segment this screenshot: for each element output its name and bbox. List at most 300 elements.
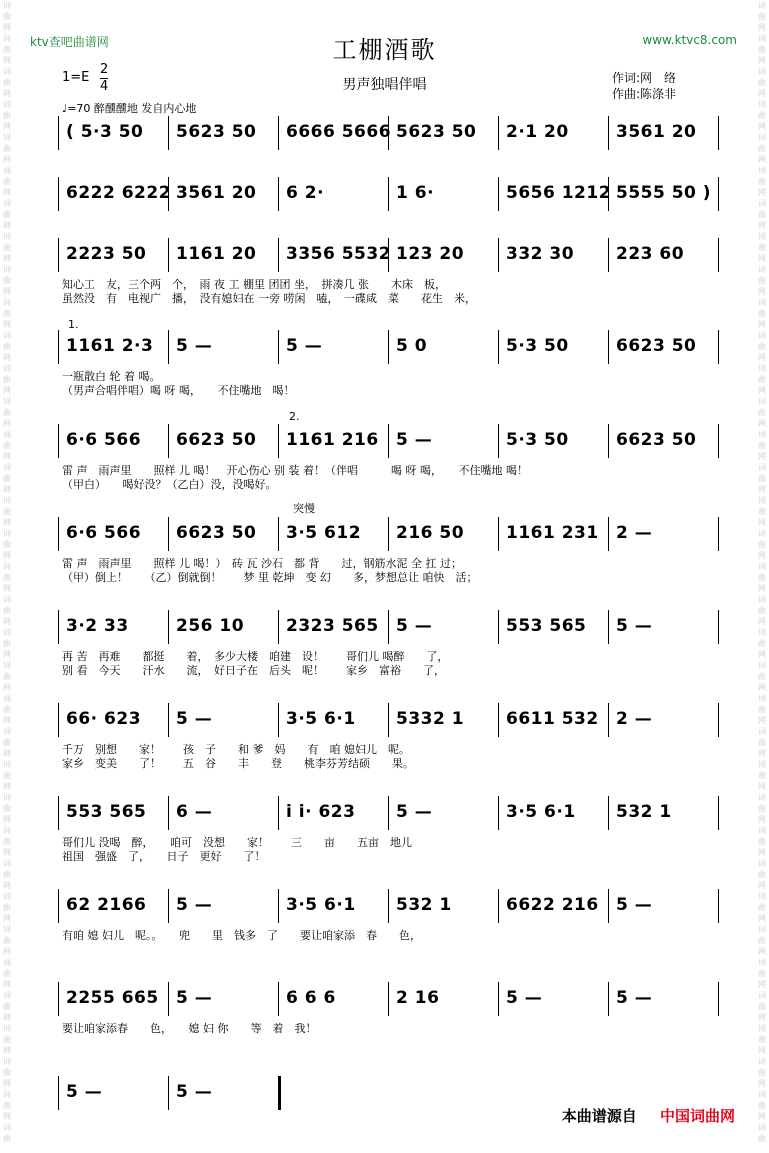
watermark-char: 网 xyxy=(758,320,766,329)
watermark-char: 网 xyxy=(758,1013,766,1022)
watermark-char: 词 xyxy=(3,727,11,736)
watermark-char: 词 xyxy=(758,793,766,802)
measure-notes: 62 2166 xyxy=(66,895,147,915)
watermark-char: 网 xyxy=(758,881,766,890)
watermark-char: 词 xyxy=(758,34,766,43)
barline xyxy=(168,889,169,923)
measure-notes: 5 0 xyxy=(396,336,428,356)
watermark-char: 曲 xyxy=(3,1035,11,1044)
watermark-char: 曲 xyxy=(758,1035,766,1044)
watermark-char: 词 xyxy=(758,397,766,406)
measure-notes: 553 565 xyxy=(66,802,147,822)
barline xyxy=(278,703,279,737)
measure-notes: 553 565 xyxy=(506,616,587,636)
barline xyxy=(718,982,719,1016)
watermark-char: 词 xyxy=(758,1057,766,1066)
watermark-char: 网 xyxy=(758,353,766,362)
watermark-char: 曲 xyxy=(758,936,766,945)
watermark-char: 曲 xyxy=(3,1002,11,1011)
watermark-char: 网 xyxy=(758,452,766,461)
watermark-char: 曲 xyxy=(3,474,11,483)
measure-notes: 5 — xyxy=(176,1082,213,1102)
meter-bottom: 4 xyxy=(100,79,109,94)
watermark-char: 词 xyxy=(758,628,766,637)
measure-notes: 5 — xyxy=(176,709,213,729)
measure-notes: 1161 2·3 xyxy=(66,336,154,356)
measure-notes: 5623 50 xyxy=(396,122,477,142)
watermark-char: 网 xyxy=(758,386,766,395)
barline xyxy=(388,982,389,1016)
watermark-char: 曲 xyxy=(758,870,766,879)
watermark-char: 词 xyxy=(3,595,11,604)
watermark-char: 曲 xyxy=(3,111,11,120)
barline xyxy=(498,982,499,1016)
watermark-char: 词 xyxy=(758,892,766,901)
watermark-char: 网 xyxy=(3,1112,11,1121)
barline xyxy=(58,889,59,923)
barline xyxy=(498,703,499,737)
barline xyxy=(498,424,499,458)
watermark-char: 网 xyxy=(758,221,766,230)
meter-top: 2 xyxy=(100,62,109,77)
measure-notes: 5 — xyxy=(176,895,213,915)
measure-notes: 532 1 xyxy=(396,895,452,915)
watermark-char: 曲 xyxy=(3,1068,11,1077)
volta-1-marker: 1. xyxy=(68,318,79,331)
watermark-char: 网 xyxy=(758,848,766,857)
barline xyxy=(498,517,499,551)
barline xyxy=(498,796,499,830)
watermark-char: 曲 xyxy=(3,408,11,417)
watermark-char: 曲 xyxy=(758,771,766,780)
lyric-line: （甲）倒上！ （乙）倒就倒！ 梦 里 乾坤 变 幻 多，梦想总让 咱快 活； xyxy=(62,571,478,584)
barline xyxy=(168,517,169,551)
watermark-char: 词 xyxy=(3,1090,11,1099)
watermark-char: 词 xyxy=(3,364,11,373)
barline xyxy=(608,116,609,150)
barline xyxy=(608,517,609,551)
watermark-char: 网 xyxy=(758,1046,766,1055)
watermark-char: 网 xyxy=(758,551,766,560)
barline xyxy=(608,703,609,737)
barline xyxy=(498,889,499,923)
watermark-char: 词 xyxy=(3,166,11,175)
barline xyxy=(58,517,59,551)
watermark-char: 曲 xyxy=(758,177,766,186)
measure-notes: 5623 50 xyxy=(176,122,257,142)
barline xyxy=(388,610,389,644)
watermark-char: 曲 xyxy=(3,1134,11,1143)
measure-notes: 216 50 xyxy=(396,523,465,543)
composer: 作曲:陈涤非 xyxy=(612,87,677,101)
watermark-char: 词 xyxy=(758,67,766,76)
measure-notes: 6666 5666 xyxy=(286,122,392,142)
watermark-char: 网 xyxy=(3,320,11,329)
measure-notes: 5 — xyxy=(506,988,543,1008)
barline xyxy=(58,703,59,737)
watermark-char: 词 xyxy=(758,562,766,571)
watermark-char: 网 xyxy=(3,914,11,923)
watermark-char: 曲 xyxy=(3,210,11,219)
watermark-char: 网 xyxy=(3,221,11,230)
watermark-char: 曲 xyxy=(758,1101,766,1110)
watermark-char: 网 xyxy=(3,881,11,890)
barline xyxy=(608,796,609,830)
footer xyxy=(562,1105,735,1126)
watermark-char: 曲 xyxy=(3,903,11,912)
watermark-char: 词 xyxy=(758,727,766,736)
watermark-char: 曲 xyxy=(3,309,11,318)
watermark-char: 曲 xyxy=(758,507,766,516)
measure-notes: 1 6· xyxy=(396,183,435,203)
measure-notes: 5 — xyxy=(176,988,213,1008)
watermark-char: 词 xyxy=(758,265,766,274)
barline xyxy=(58,610,59,644)
lyric-line: 哥们儿 没喝 醉， 咱可 没想 家！ 三 亩 五亩 地儿 xyxy=(62,836,412,849)
watermark-char: 词 xyxy=(758,529,766,538)
watermark-char: 词 xyxy=(3,1,11,10)
lyric-line: 一瓶散白 轮 着 喝。 xyxy=(62,370,161,383)
watermark-char: 曲 xyxy=(758,78,766,87)
watermark-char: 网 xyxy=(3,23,11,32)
measure-notes: 2 16 xyxy=(396,988,440,1008)
measure-notes: 6622 216 xyxy=(506,895,599,915)
watermark-char: 曲 xyxy=(758,474,766,483)
watermark-char: 曲 xyxy=(3,705,11,714)
barline xyxy=(278,238,279,272)
watermark-char: 网 xyxy=(3,155,11,164)
watermark-char: 曲 xyxy=(758,1002,766,1011)
barline xyxy=(498,116,499,150)
barline xyxy=(718,116,719,150)
lyric-line: 家乡 变美 了！ 五 谷 丰 登 桃李芬芳结硕 果。 xyxy=(62,757,414,770)
lyric-line: 要让咱家添春 色， 媳 妇 你 等 着 我！ xyxy=(62,1022,317,1035)
watermark-char: 曲 xyxy=(3,804,11,813)
watermark-char: 曲 xyxy=(758,672,766,681)
watermark-char: 词 xyxy=(3,1057,11,1066)
measure-notes: 6623 50 xyxy=(176,430,257,450)
watermark-char: 曲 xyxy=(758,738,766,747)
lyric-line: 祖国 强盛 了， 日子 更好 了！ xyxy=(62,850,266,863)
watermark-char: 词 xyxy=(3,694,11,703)
lyric-line: （甲白） 喝好没？（乙白）没，没喝好。 xyxy=(62,478,277,491)
measure-notes: ( 5·3 50 xyxy=(66,122,144,142)
measure-notes: 5 — xyxy=(66,1082,103,1102)
measure-notes: 66· 623 xyxy=(66,709,142,729)
measure-notes: 2255 665 xyxy=(66,988,159,1008)
watermark-char: 曲 xyxy=(758,639,766,648)
barline xyxy=(168,116,169,150)
watermark-char: 曲 xyxy=(3,738,11,747)
watermark-char: 曲 xyxy=(3,573,11,582)
barline xyxy=(388,517,389,551)
watermark-char: 词 xyxy=(3,892,11,901)
watermark-char: 词 xyxy=(758,925,766,934)
watermark-char: 网 xyxy=(758,1079,766,1088)
watermark-char: 曲 xyxy=(758,309,766,318)
barline xyxy=(168,796,169,830)
watermark-char: 词 xyxy=(3,793,11,802)
barline xyxy=(58,1076,59,1110)
left-watermark-strip xyxy=(0,0,14,1153)
watermark-char: 网 xyxy=(3,419,11,428)
barline xyxy=(168,238,169,272)
watermark-char: 曲 xyxy=(3,177,11,186)
barline xyxy=(388,796,389,830)
watermark-char: 曲 xyxy=(758,408,766,417)
measure-notes: 5 — xyxy=(616,616,653,636)
measure-notes: 2223 50 xyxy=(66,244,147,264)
watermark-char: 曲 xyxy=(3,78,11,87)
barline xyxy=(278,330,279,364)
measure-notes: 6623 50 xyxy=(176,523,257,543)
measure-notes: 3561 20 xyxy=(616,122,697,142)
watermark-char: 网 xyxy=(758,980,766,989)
watermark-char: 词 xyxy=(758,331,766,340)
watermark-char: 曲 xyxy=(3,441,11,450)
barline xyxy=(168,424,169,458)
barline xyxy=(58,982,59,1016)
watermark-char: 网 xyxy=(758,518,766,527)
right-watermark-strip xyxy=(755,0,769,1153)
watermark-char: 词 xyxy=(3,430,11,439)
watermark-char: 词 xyxy=(3,529,11,538)
watermark-char: 曲 xyxy=(758,540,766,549)
measure-notes: i i· 623 xyxy=(286,802,356,822)
lyric-line: （男声合唱伴唱）喝 呀 喝， 不住嘴地 喝！ xyxy=(62,384,295,397)
measure-notes: 1161 20 xyxy=(176,244,257,264)
watermark-char: 词 xyxy=(3,298,11,307)
watermark-char: 词 xyxy=(3,958,11,967)
watermark-char: 词 xyxy=(3,562,11,571)
watermark-char: 曲 xyxy=(758,12,766,21)
watermark-char: 网 xyxy=(758,914,766,923)
measure-notes: 6·6 566 xyxy=(66,430,142,450)
watermark-char: 网 xyxy=(758,287,766,296)
watermark-char: 词 xyxy=(3,826,11,835)
watermark-char: 词 xyxy=(758,1,766,10)
watermark-char: 词 xyxy=(758,694,766,703)
watermark-char: 词 xyxy=(3,760,11,769)
barline xyxy=(388,330,389,364)
barline xyxy=(278,610,279,644)
measure-notes: 5 — xyxy=(396,616,433,636)
watermark-char: 网 xyxy=(3,1079,11,1088)
watermark-char: 网 xyxy=(3,551,11,560)
measure-notes: 6 — xyxy=(176,802,213,822)
watermark-char: 曲 xyxy=(3,870,11,879)
watermark-char: 词 xyxy=(758,463,766,472)
watermark-char: 曲 xyxy=(758,837,766,846)
watermark-char: 词 xyxy=(758,298,766,307)
watermark-char: 网 xyxy=(758,485,766,494)
watermark-char: 曲 xyxy=(3,936,11,945)
barline xyxy=(388,424,389,458)
measure-notes: 2 — xyxy=(616,523,653,543)
barline xyxy=(278,177,279,211)
watermark-char: 词 xyxy=(758,760,766,769)
watermark-char: 词 xyxy=(3,232,11,241)
watermark-char: 网 xyxy=(758,815,766,824)
watermark-char: 网 xyxy=(3,485,11,494)
barline xyxy=(168,610,169,644)
barline xyxy=(718,517,719,551)
measure-notes: 2323 565 xyxy=(286,616,379,636)
watermark-char: 网 xyxy=(3,188,11,197)
watermark-char: 网 xyxy=(3,386,11,395)
measure-notes: 5 — xyxy=(616,988,653,1008)
measure-notes: 3·5 612 xyxy=(286,523,362,543)
barline xyxy=(278,1076,281,1110)
lyric-line: 雷 声 雨声里 照样 儿 喝！ 开心伤心 别 装 着！（伴唱 喝 呀 喝， 不住嘴地 喝！ xyxy=(62,464,528,477)
watermark-char: 曲 xyxy=(758,705,766,714)
watermark-char: 词 xyxy=(3,34,11,43)
watermark-char: 曲 xyxy=(758,804,766,813)
barline xyxy=(278,116,279,150)
watermark-char: 网 xyxy=(3,518,11,527)
barline xyxy=(168,330,169,364)
watermark-char: 词 xyxy=(758,595,766,604)
watermark-char: 网 xyxy=(3,749,11,758)
measure-notes: 6222 6222 xyxy=(66,183,172,203)
barline xyxy=(718,177,719,211)
watermark-char: 词 xyxy=(3,859,11,868)
barline xyxy=(168,703,169,737)
watermark-char: 曲 xyxy=(3,45,11,54)
watermark-char: 曲 xyxy=(3,639,11,648)
barline xyxy=(498,330,499,364)
watermark-char: 曲 xyxy=(3,771,11,780)
barline xyxy=(388,177,389,211)
watermark-char: 词 xyxy=(3,397,11,406)
watermark-char: 网 xyxy=(758,782,766,791)
measure-notes: 5656 1212 xyxy=(506,183,612,203)
barline xyxy=(718,889,719,923)
watermark-char: 网 xyxy=(758,617,766,626)
watermark-char: 词 xyxy=(758,364,766,373)
watermark-char: 词 xyxy=(758,991,766,1000)
watermark-char: 曲 xyxy=(758,144,766,153)
watermark-char: 网 xyxy=(758,683,766,692)
barline xyxy=(58,424,59,458)
time-signature xyxy=(100,62,108,95)
measure-notes: 532 1 xyxy=(616,802,672,822)
barline xyxy=(718,703,719,737)
tempo-marking: ♩=70 醉醺醺地 发自内心地 xyxy=(62,102,197,115)
measure-notes: 3·5 6·1 xyxy=(286,895,356,915)
watermark-char: 词 xyxy=(758,1024,766,1033)
watermark-char: 曲 xyxy=(758,1068,766,1077)
barline xyxy=(278,889,279,923)
watermark-char: 曲 xyxy=(3,144,11,153)
barline xyxy=(718,330,719,364)
watermark-char: 曲 xyxy=(3,672,11,681)
watermark-char: 网 xyxy=(758,188,766,197)
header-right-site[interactable]: www.ktvc8.com xyxy=(642,33,737,47)
watermark-char: 曲 xyxy=(3,1101,11,1110)
volta-2-marker: 2. xyxy=(289,410,300,423)
measure-notes: 6 2· xyxy=(286,183,325,203)
measure-notes: 6·6 566 xyxy=(66,523,142,543)
header-left-site[interactable]: ktv查吧曲谱网 xyxy=(30,35,109,49)
watermark-char: 词 xyxy=(758,1123,766,1132)
measure-notes: 1161 231 xyxy=(506,523,599,543)
watermark-char: 曲 xyxy=(3,540,11,549)
watermark-char: 网 xyxy=(3,815,11,824)
barline xyxy=(718,796,719,830)
barline xyxy=(58,796,59,830)
lyric-line: 有咱 媳 妇儿 呢。。 兜 里 钱多 了 要让咱家添 春 色， xyxy=(62,929,421,942)
watermark-char: 词 xyxy=(758,826,766,835)
watermark-char: 网 xyxy=(758,155,766,164)
watermark-char: 词 xyxy=(758,1090,766,1099)
watermark-char: 网 xyxy=(758,254,766,263)
watermark-char: 词 xyxy=(758,430,766,439)
watermark-char: 网 xyxy=(758,947,766,956)
barline xyxy=(168,1076,169,1110)
watermark-char: 词 xyxy=(3,463,11,472)
watermark-char: 词 xyxy=(3,199,11,208)
watermark-char: 网 xyxy=(3,716,11,725)
watermark-char: 曲 xyxy=(758,342,766,351)
watermark-char: 词 xyxy=(3,628,11,637)
watermark-char: 网 xyxy=(3,584,11,593)
watermark-char: 网 xyxy=(758,419,766,428)
lyric-line: 千万 别想 家！ 孩 子 和 爹 妈 有 咱 媳妇儿 呢。 xyxy=(62,743,410,756)
watermark-char: 词 xyxy=(758,496,766,505)
measure-notes: 2·1 20 xyxy=(506,122,569,142)
watermark-char: 网 xyxy=(758,716,766,725)
measure-notes: 332 30 xyxy=(506,244,575,264)
watermark-char: 曲 xyxy=(3,969,11,978)
watermark-char: 曲 xyxy=(758,45,766,54)
watermark-char: 曲 xyxy=(758,969,766,978)
measure-notes: 3561 20 xyxy=(176,183,257,203)
measure-notes: 223 60 xyxy=(616,244,685,264)
watermark-char: 词 xyxy=(758,100,766,109)
watermark-char: 网 xyxy=(3,617,11,626)
barline xyxy=(58,177,59,211)
watermark-char: 曲 xyxy=(758,210,766,219)
barline xyxy=(278,424,279,458)
barline xyxy=(388,889,389,923)
watermark-char: 曲 xyxy=(758,111,766,120)
watermark-char: 曲 xyxy=(758,441,766,450)
credits xyxy=(612,70,676,102)
watermark-char: 网 xyxy=(3,89,11,98)
watermark-char: 网 xyxy=(3,254,11,263)
lyric-line: 别 看 今天 汗水 流， 好日子在 后头 呢！ 家乡 富裕 了， xyxy=(62,664,445,677)
measure-notes: 1161 216 xyxy=(286,430,379,450)
watermark-char: 网 xyxy=(758,23,766,32)
watermark-char: 词 xyxy=(3,100,11,109)
measure-notes: 256 10 xyxy=(176,616,245,636)
watermark-char: 网 xyxy=(3,683,11,692)
watermark-char: 网 xyxy=(758,56,766,65)
barline xyxy=(58,238,59,272)
watermark-char: 词 xyxy=(758,859,766,868)
measure-notes: 5 — xyxy=(286,336,323,356)
barline xyxy=(608,610,609,644)
measure-notes: 5 — xyxy=(176,336,213,356)
barline xyxy=(718,424,719,458)
watermark-char: 词 xyxy=(3,331,11,340)
watermark-char: 曲 xyxy=(758,903,766,912)
barline xyxy=(388,703,389,737)
watermark-char: 曲 xyxy=(3,507,11,516)
watermark-char: 网 xyxy=(758,89,766,98)
footer-site[interactable]: 中国词曲网 xyxy=(659,1107,735,1125)
